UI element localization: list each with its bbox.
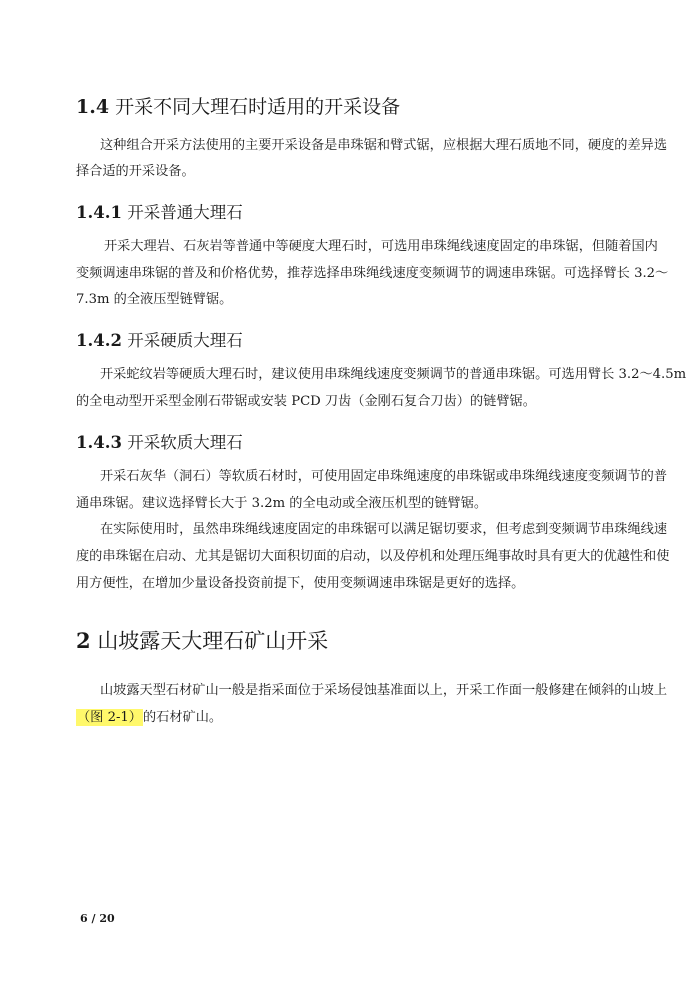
paragraph-line: 山坡露天型石材矿山一般是指采面位于采场侵蚀基准面以上，开采工作面一般修建在倾斜的山坡上 <box>100 683 668 698</box>
paragraph-line: 度的串珠锯在启动、尤其是锯切大面积切面的启动，以及停机和处理压绳事故时具有更大的优越性和使 <box>76 549 670 564</box>
section-number: 1.4.1 <box>76 203 122 222</box>
paragraph-line: 通串珠锯。建议选择臂长大于 3.2m 的全电动或全液压机型的链臂锯。 <box>76 496 488 511</box>
paragraph-line: 在实际使用时，虽然串珠绳线速度固定的串珠锯可以满足锯切要求，但考虑到变频调节串珠绳线速 <box>100 522 668 537</box>
chapter-title: 山坡露天大理石矿山开采 <box>97 629 329 653</box>
paragraph-line: 开采蛇纹岩等硬质大理石时，建议使用串珠绳线速度变频调节的普通串珠锯。可选用臂长 3.2～4.5m <box>100 367 687 382</box>
section-heading-1-4-1 <box>76 199 243 223</box>
section-heading-1-4-2 <box>76 327 243 351</box>
page-number: 6 / 20 <box>80 912 115 925</box>
section-number: 1.4.3 <box>76 433 122 452</box>
paragraph-line: 开采石灰华（洞石）等软质石材时，可使用固定串珠绳速度的串珠锯或串珠绳线速度变频调节的普 <box>100 469 668 484</box>
section-title: 开采硬质大理石 <box>127 331 243 350</box>
chapter-heading-2 <box>76 625 328 655</box>
paragraph-line: 择合适的开采设备。 <box>76 164 195 179</box>
section-title: 开采普通大理石 <box>127 203 243 222</box>
section-heading-1-4-3 <box>76 429 243 453</box>
paragraph-line: 7.3m 的全液压型链臂锯。 <box>76 292 233 307</box>
section-number: 1.4.2 <box>76 331 122 350</box>
section-number: 1.4 <box>76 96 110 118</box>
chapter-number: 2 <box>76 628 91 653</box>
paragraph-line: 这种组合开采方法使用的主要开采设备是串珠锯和臂式锯，应根据大理石质地不同，硬度的差异选 <box>100 138 668 153</box>
paragraph-line: 的全电动型开采型金刚石带锯或安装 PCD 刀齿（金刚石复合刀齿）的链臂锯。 <box>76 394 536 409</box>
paragraph-text: 的石材矿山。 <box>143 710 223 725</box>
section-heading-1-4 <box>76 92 400 119</box>
paragraph-line: 用方便性，在增加少量设备投资前提下，使用变频调速串珠锯是更好的选择。 <box>76 576 525 591</box>
section-title: 开采软质大理石 <box>127 433 243 452</box>
paragraph-line: 开采大理岩、石灰岩等普通中等硬度大理石时，可选用串珠绳线速度固定的串珠锯，但随着国内 <box>104 239 658 254</box>
paragraph-line: 变频调速串珠锯的普及和价格优势，推荐选择串珠绳线速度变频调节的调速串珠锯。可选择臂长 3.2～ <box>76 266 669 281</box>
section-title: 开采不同大理石时适用的开采设备 <box>115 96 401 118</box>
paragraph-line <box>76 711 222 724</box>
figure-reference-highlight[interactable]: （图 2-1） <box>77 710 142 725</box>
